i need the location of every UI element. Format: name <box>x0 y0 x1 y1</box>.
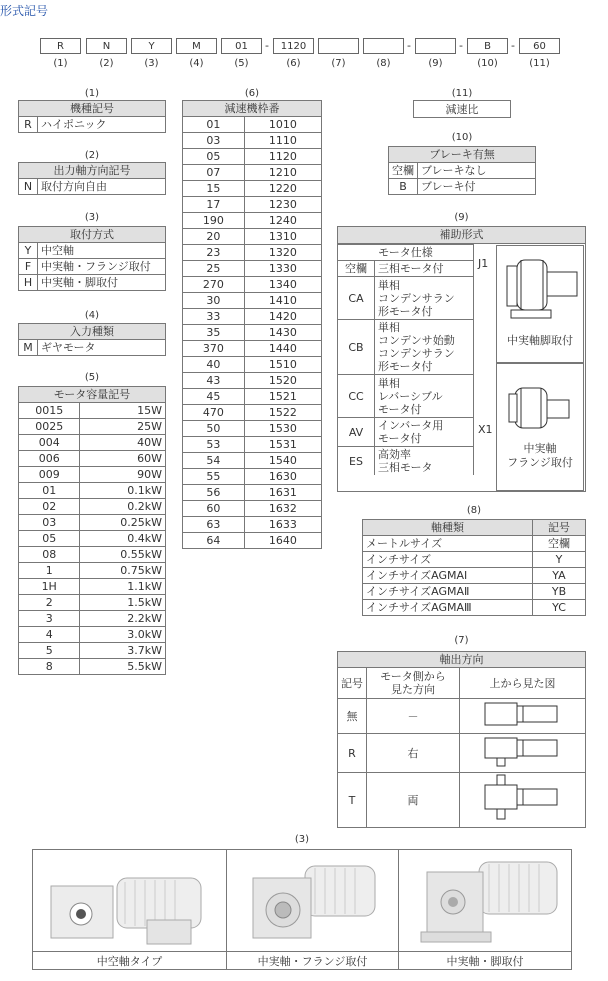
table-cell: 43 <box>183 373 245 389</box>
table-cell: 1640 <box>244 533 321 549</box>
x1-code: X1 <box>478 423 493 436</box>
table-header: 減速機枠番 <box>183 101 322 117</box>
table-cell: 1230 <box>244 197 321 213</box>
code-number: (9) <box>428 58 443 69</box>
table-row <box>19 595 166 611</box>
table-cell: 60W <box>80 451 166 467</box>
table-cell: 単相 レバーシブル モータ付 <box>375 375 474 418</box>
table-cell: モータ側から 見た方向 <box>367 668 460 699</box>
table-cell: － <box>367 699 460 734</box>
mounting-table <box>18 226 166 291</box>
top-view-both-shaft-icon <box>473 773 573 823</box>
code-number: (2) <box>99 58 114 69</box>
table-header: 機種記号 <box>19 101 166 117</box>
table-cell: ES <box>338 447 375 476</box>
table-row <box>19 643 166 659</box>
table-cell: YA <box>533 568 586 584</box>
table-cell: 3.7kW <box>80 643 166 659</box>
table-cell: 370 <box>183 341 245 357</box>
table-cell: 004 <box>19 435 80 451</box>
hollow-shaft-gearmotor-icon <box>47 860 213 948</box>
code-number: (8) <box>376 58 391 69</box>
table-header: 取付方式 <box>19 227 166 243</box>
table-cell: M <box>19 340 38 356</box>
table-cell: 上から見た図 <box>460 668 586 699</box>
table-cell: 無 <box>338 699 367 734</box>
table-row <box>183 325 322 341</box>
table-cell: 53 <box>183 437 245 453</box>
table-row <box>183 405 322 421</box>
table-cell: 1510 <box>244 357 321 373</box>
table-cell: N <box>19 179 38 195</box>
output-shaft-table <box>18 162 166 195</box>
table-cell: 56 <box>183 485 245 501</box>
code-number: (6) <box>286 58 301 69</box>
table-1-label: (1) <box>84 88 100 99</box>
table-row <box>183 501 322 517</box>
table-row <box>19 579 166 595</box>
table-row <box>19 611 166 627</box>
table-header: 軸出方向 <box>338 652 586 668</box>
table-row <box>183 229 322 245</box>
table-cell: 15W <box>80 403 166 419</box>
table-header: ブレーキ有無 <box>389 147 536 163</box>
code-cell-7 <box>318 38 359 54</box>
table-5-label: (5) <box>84 372 100 383</box>
table-cell: 0015 <box>19 403 80 419</box>
table-cell: Y <box>533 552 586 568</box>
table-cell: 1530 <box>244 421 321 437</box>
shaft-right-figure <box>460 734 586 773</box>
table-7-label: (7) <box>454 635 469 646</box>
table-cell: 1120 <box>244 149 321 165</box>
table-cell: 0.25kW <box>80 515 166 531</box>
table-cell: メートルサイズ <box>363 536 533 552</box>
table-6-label: (6) <box>244 88 260 99</box>
table-header: 入力種類 <box>19 324 166 340</box>
table-cell: 1 <box>19 563 80 579</box>
table-cell: 単相 コンデンサ始動 コンデンサラン 形モータ付 <box>375 320 474 375</box>
table-row <box>183 197 322 213</box>
table-header: モータ容量記号 <box>19 387 166 403</box>
x1-caption: 中実軸 フランジ取付 <box>507 442 573 469</box>
auxiliary-type-box <box>337 226 586 492</box>
table-cell: R <box>338 734 367 773</box>
table-cell: インチサイズAGMAⅢ <box>363 600 533 616</box>
table-cell: 中空軸 <box>38 243 166 259</box>
shaft-type-table <box>362 519 586 616</box>
j1-figure <box>496 245 584 363</box>
table-cell: インバータ用 モータ付 <box>375 418 474 447</box>
table-cell: 1.5kW <box>80 595 166 611</box>
bottom-label: (3) <box>294 834 310 845</box>
table-cell: 03 <box>19 515 80 531</box>
code-cell-6: 1120 <box>273 38 314 54</box>
table-cell: H <box>19 275 38 291</box>
table-cell: 1531 <box>244 437 321 453</box>
code-number: (10) <box>477 58 498 69</box>
table-row <box>183 373 322 389</box>
table-cell: 空欄 <box>533 536 586 552</box>
foot-mount-gearmotor-icon <box>417 856 567 950</box>
brake-table <box>388 146 536 195</box>
table-row <box>183 437 322 453</box>
table-row <box>183 277 322 293</box>
table-row <box>19 467 166 483</box>
table-row <box>363 552 586 568</box>
table-cell: 470 <box>183 405 245 421</box>
table-cell: 63 <box>183 517 245 533</box>
table-cell: 05 <box>183 149 245 165</box>
table-cell: 5.5kW <box>80 659 166 675</box>
top-view-no-shaft-icon <box>473 699 573 729</box>
table-8-label: (8) <box>466 505 482 516</box>
table-row <box>19 499 166 515</box>
table-cell: 20 <box>183 229 245 245</box>
table-row <box>19 403 166 419</box>
table-cell: 54 <box>183 453 245 469</box>
table-cell: 0.75kW <box>80 563 166 579</box>
table-cell: 記号 <box>338 668 367 699</box>
table-row <box>19 547 166 563</box>
table-row <box>183 261 322 277</box>
table-cell: 1430 <box>244 325 321 341</box>
table-row <box>183 485 322 501</box>
code-number: (11) <box>529 58 550 69</box>
table-cell: 30 <box>183 293 245 309</box>
table-cell: 中実軸・脚取付 <box>38 275 166 291</box>
table-cell: CC <box>338 375 375 418</box>
code-dash: - <box>265 39 269 52</box>
code-number: (1) <box>53 58 68 69</box>
table-10-label: (10) <box>451 132 473 143</box>
table-cell: 空欄 <box>338 261 375 277</box>
flange-mount-gearmotor-icon <box>243 858 383 948</box>
table-cell: YB <box>533 584 586 600</box>
code-cell-9 <box>415 38 456 54</box>
reduction-ratio-table <box>413 100 511 118</box>
table-4-label: (4) <box>84 310 100 321</box>
flange-mount-motor-icon <box>497 364 583 436</box>
table-row <box>183 533 322 549</box>
table-cell: インチサイズ <box>363 552 533 568</box>
table-cell: 1440 <box>244 341 321 357</box>
code-cell-10: B <box>467 38 508 54</box>
model-symbol-table <box>18 100 166 133</box>
table-cell: R <box>19 117 38 133</box>
code-cell-4: M <box>176 38 217 54</box>
code-cell-2: N <box>86 38 127 54</box>
table-cell: 4 <box>19 627 80 643</box>
table-cell: ギヤモータ <box>38 340 166 356</box>
table-cell: 2.2kW <box>80 611 166 627</box>
table-cell: 0.1kW <box>80 483 166 499</box>
table-3-label: (3) <box>84 212 100 223</box>
table-cell: 単相 コンデンサラン 形モータ付 <box>375 277 474 320</box>
table-cell: ハイポニック <box>38 117 166 133</box>
table-cell: 1330 <box>244 261 321 277</box>
table-row <box>183 117 322 133</box>
table-cell: 0025 <box>19 419 80 435</box>
table-row <box>183 421 322 437</box>
table-cell: 1.1kW <box>80 579 166 595</box>
table-cell: 1320 <box>244 245 321 261</box>
table-cell: 01 <box>183 117 245 133</box>
table-subheader: モータ仕様 <box>338 245 474 261</box>
table-cell: 1520 <box>244 373 321 389</box>
table-11-label: (11) <box>451 88 473 99</box>
caption-foot: 中実軸・脚取付 <box>446 955 524 968</box>
table-cell: 1633 <box>244 517 321 533</box>
table-cell: 90W <box>80 467 166 483</box>
table-cell: 01 <box>19 483 80 499</box>
reducer-frame-table <box>182 100 322 549</box>
motor-capacity-table <box>18 386 166 675</box>
table-cell: F <box>19 259 38 275</box>
code-number: (7) <box>331 58 346 69</box>
table-cell: 減速比 <box>414 101 511 118</box>
table-cell: 190 <box>183 213 245 229</box>
table-row <box>183 469 322 485</box>
input-type-table <box>18 323 166 356</box>
table-cell: 1H <box>19 579 80 595</box>
table-cell: 空欄 <box>389 163 418 179</box>
x1-figure <box>496 363 584 491</box>
table-row <box>183 389 322 405</box>
table-cell: 35 <box>183 325 245 341</box>
caption-hollow-shaft: 中空軸タイプ <box>96 955 163 968</box>
foot-mount-motor-icon <box>497 246 583 336</box>
table-row <box>183 165 322 181</box>
table-cell: 三相モータ付 <box>375 261 474 277</box>
table-header: 出力軸方向記号 <box>19 163 166 179</box>
table-row <box>183 293 322 309</box>
code-cell-1: R <box>40 38 81 54</box>
motor-spec-table <box>338 244 474 475</box>
table-cell: 08 <box>19 547 80 563</box>
table-cell: 1540 <box>244 453 321 469</box>
table-cell: 5 <box>19 643 80 659</box>
table-cell: 3 <box>19 611 80 627</box>
table-cell: 8 <box>19 659 80 675</box>
code-number: (5) <box>234 58 249 69</box>
shaft-both-figure <box>460 773 586 828</box>
table-cell: 07 <box>183 165 245 181</box>
code-dash: - <box>407 39 411 52</box>
table-cell: 1632 <box>244 501 321 517</box>
table-row <box>183 341 322 357</box>
table-row <box>183 309 322 325</box>
table-cell: AV <box>338 418 375 447</box>
table-cell: 1521 <box>244 389 321 405</box>
table-row <box>363 600 586 616</box>
table-cell: 270 <box>183 277 245 293</box>
table-cell: 1240 <box>244 213 321 229</box>
table-cell: ブレーキ付 <box>418 179 536 195</box>
table-cell: YC <box>533 600 586 616</box>
table-row <box>183 149 322 165</box>
table-cell: 60 <box>183 501 245 517</box>
page-title: 形式記号 <box>0 4 49 18</box>
table-cell: 中実軸・フランジ取付 <box>38 259 166 275</box>
code-number: (3) <box>144 58 159 69</box>
table-row <box>19 531 166 547</box>
table-cell: 1220 <box>244 181 321 197</box>
table-row <box>363 584 586 600</box>
table-cell: T <box>338 773 367 828</box>
table-cell: 右 <box>367 734 460 773</box>
table-header: 軸種類 <box>363 520 533 536</box>
top-view-right-shaft-icon <box>473 734 573 768</box>
table-cell: 0.2kW <box>80 499 166 515</box>
table-row <box>19 483 166 499</box>
table-cell: 50 <box>183 421 245 437</box>
table-cell: 40 <box>183 357 245 373</box>
table-cell: 1010 <box>244 117 321 133</box>
table-cell: 3.0kW <box>80 627 166 643</box>
shaft-none-figure <box>460 699 586 734</box>
table-cell: 1340 <box>244 277 321 293</box>
table-cell: 1420 <box>244 309 321 325</box>
table-cell: CA <box>338 277 375 320</box>
code-dash: - <box>459 39 463 52</box>
table-cell: 2 <box>19 595 80 611</box>
table-cell: 55 <box>183 469 245 485</box>
table-cell: 17 <box>183 197 245 213</box>
shaft-direction-table <box>337 651 586 828</box>
table-row <box>19 419 166 435</box>
table-cell: 高効率 三相モータ <box>375 447 474 476</box>
table-row <box>19 515 166 531</box>
table-row <box>183 357 322 373</box>
table-cell: 1410 <box>244 293 321 309</box>
mounting-photos <box>32 849 572 970</box>
code-dash: - <box>511 39 515 52</box>
table-header: 記号 <box>533 520 586 536</box>
table-cell: 64 <box>183 533 245 549</box>
table-cell: ブレーキなし <box>418 163 536 179</box>
table-row <box>363 568 586 584</box>
table-cell: 1210 <box>244 165 321 181</box>
table-row <box>19 451 166 467</box>
table-cell: 0.55kW <box>80 547 166 563</box>
table-2-label: (2) <box>84 150 100 161</box>
table-row <box>19 435 166 451</box>
j1-code: J1 <box>478 257 489 270</box>
table-cell: CB <box>338 320 375 375</box>
table-cell: 02 <box>19 499 80 515</box>
code-number: (4) <box>189 58 204 69</box>
table-cell: 25W <box>80 419 166 435</box>
table-cell: 15 <box>183 181 245 197</box>
table-9-label: (9) <box>454 212 469 223</box>
code-cell-11: 60 <box>519 38 560 54</box>
table-cell: Y <box>19 243 38 259</box>
table-cell: 0.4kW <box>80 531 166 547</box>
table-cell: 両 <box>367 773 460 828</box>
table-cell: 05 <box>19 531 80 547</box>
table-row <box>183 213 322 229</box>
table-header: 補助形式 <box>338 227 585 244</box>
table-cell: 45 <box>183 389 245 405</box>
code-cell-5: 01 <box>221 38 262 54</box>
code-cell-3: Y <box>131 38 172 54</box>
table-cell: 03 <box>183 133 245 149</box>
table-cell: 1631 <box>244 485 321 501</box>
table-cell: B <box>389 179 418 195</box>
table-row <box>363 536 586 552</box>
table-cell: 取付方向自由 <box>38 179 166 195</box>
table-row <box>19 563 166 579</box>
table-cell: インチサイズAGMAⅡ <box>363 584 533 600</box>
table-cell: 25 <box>183 261 245 277</box>
table-cell: 23 <box>183 245 245 261</box>
table-row <box>183 453 322 469</box>
caption-flange: 中実軸・フランジ取付 <box>257 955 368 968</box>
table-cell: 1630 <box>244 469 321 485</box>
table-cell: インチサイズAGMAⅠ <box>363 568 533 584</box>
table-row <box>183 245 322 261</box>
table-row <box>183 517 322 533</box>
table-row <box>19 627 166 643</box>
code-cell-8 <box>363 38 404 54</box>
table-cell: 40W <box>80 435 166 451</box>
table-row <box>183 133 322 149</box>
table-row <box>183 181 322 197</box>
table-cell: 1110 <box>244 133 321 149</box>
j1-caption: 中実軸脚取付 <box>507 334 573 347</box>
table-row <box>19 659 166 675</box>
table-cell: 1310 <box>244 229 321 245</box>
table-cell: 006 <box>19 451 80 467</box>
table-cell: 33 <box>183 309 245 325</box>
table-cell: 009 <box>19 467 80 483</box>
table-cell: 1522 <box>244 405 321 421</box>
